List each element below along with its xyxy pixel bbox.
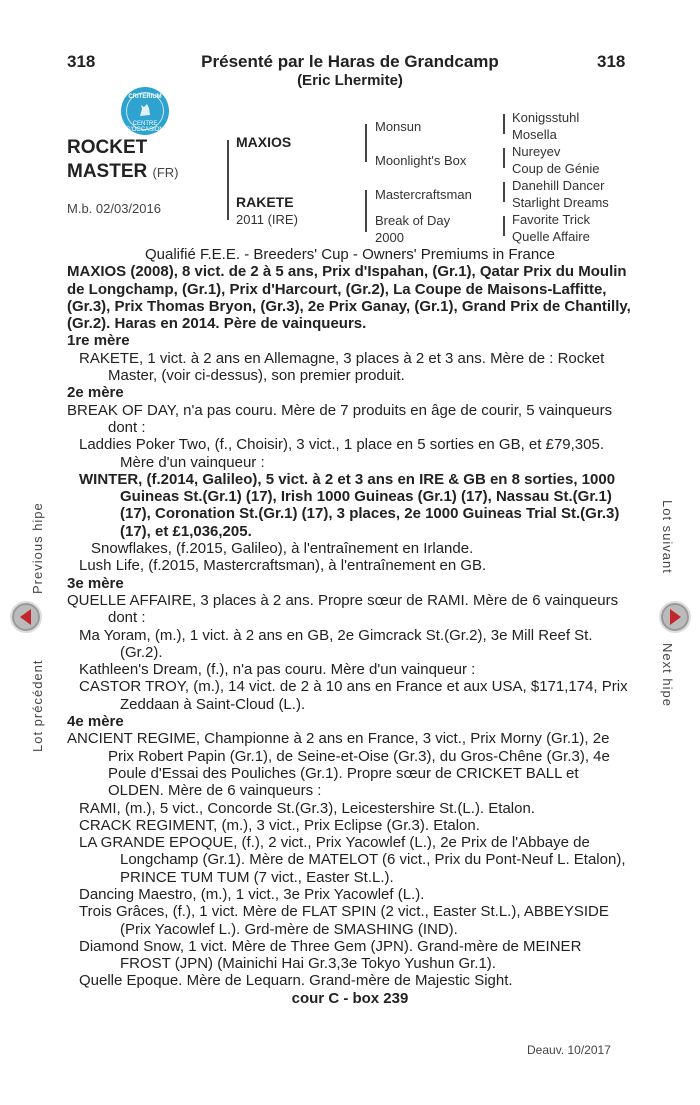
horse-name-line1: ROCKET bbox=[67, 137, 148, 158]
pedigree-bracket-sire bbox=[365, 124, 367, 162]
pedigree-ds: Mastercraftsman bbox=[375, 187, 472, 202]
pedigree-sdd: Coup de Génie bbox=[512, 161, 600, 176]
fourth-dam-produce: Dancing Maestro, (m.), 1 vict., 3e Prix Yacowlef (L.). bbox=[79, 885, 425, 903]
fourth-dam-produce: CRACK REGIMENT, (m.), 3 vict., Prix Eclipse (Gr.3). Etalon. bbox=[79, 816, 480, 834]
page-title bbox=[160, 52, 540, 89]
pedigree-sire: MAXIOS bbox=[236, 134, 292, 150]
horse-head-icon bbox=[138, 103, 152, 117]
first-dam-text: RAKETE, 1 vict. à 2 ans en Allemagne, 3 places à 2 et 3 ans. Mère de : Rocket Master, (voir ci-dessus), son premier produit. bbox=[79, 349, 605, 385]
sale-reference: Deauv. 10/2017 bbox=[527, 1043, 611, 1057]
second-dam-grandproduce: WINTER, (f.2014, Galileo), 5 vict. à 2 et 3 ans en IRE & GB en 8 sorties, 1000 Guineas St.(Gr.1) (17), Irish 1000 Guineas (Gr.1) (17), Nassau St.(Gr.1) (17), Coronation St.(Gr.1) (17), 3 places, 2e 1000 Guineas Trial St.(Gr.3) (17), et £1,036,205. bbox=[79, 470, 620, 540]
pedigree-bracket-1 bbox=[503, 114, 505, 134]
pedigree-bracket-main bbox=[227, 140, 229, 220]
fourth-dam-line: ANCIENT REGIME, Championne à 2 ans en France, 3 vict., Prix Morny (Gr.1), 2e Prix Robert Papin (Gr.1), de Seine-et-Oise (Gr.3), du Gros-Chêne (Gr.3), 4e Poule d'Essai des Pouliches (Gr.1). Propre sœur de CRICKET BALL et OLDEN. Mère de 6 vainqueurs : bbox=[67, 730, 610, 800]
pedigree-dd-year: 2000 bbox=[375, 230, 404, 245]
horse-name-line2: MASTER bbox=[67, 161, 148, 182]
second-dam-produce: Laddies Poker Two, (f., Choisir), 3 vict., 1 place en 5 sorties en GB, et £79,305. Mère d'un vainqueur : bbox=[79, 436, 604, 471]
pedigree-dam-info: 2011 (IRE) bbox=[236, 212, 298, 227]
third-dam-produce: Ma Yoram, (m.), 1 vict. à 2 ans en GB, 2e Gimcrack St.(Gr.2), 3e Mill Reef St.(Gr.2). bbox=[79, 626, 593, 661]
next-lot-button[interactable] bbox=[659, 601, 691, 633]
pedigree-sd: Moonlight's Box bbox=[375, 153, 467, 168]
third-dam-line: QUELLE AFFAIRE, 3 places à 2 ans. Propre sœur de RAMI. Mère de 6 vainqueurs dont : bbox=[67, 591, 619, 627]
pedigree-dd: Break of Day bbox=[375, 213, 451, 228]
badge-bottom-text: CENTRE D'OCCASION bbox=[126, 121, 164, 133]
second-dam-produce: Lush Life, (f.2015, Mastercraftsman), à l'entraînement en GB. bbox=[79, 557, 487, 575]
section-first-dam: 1re mère bbox=[67, 332, 130, 350]
pedigree-ddd: Quelle Affaire bbox=[512, 229, 590, 244]
pedigree-ss: Monsun bbox=[375, 119, 422, 134]
pedigree-bracket-dam bbox=[365, 190, 367, 232]
second-dam-produce: Snowflakes, (f.2015, Galileo), à l'entraînement en Irlande. bbox=[91, 540, 474, 558]
pedigree-ssd: Mosella bbox=[512, 127, 557, 142]
presenter-subtitle: (Eric Lhermite) bbox=[297, 72, 403, 89]
previous-hipe-label[interactable]: Previous hipe bbox=[30, 502, 45, 594]
next-hipe-label[interactable]: Next hipe bbox=[660, 643, 675, 707]
section-fourth-dam: 4e mère bbox=[67, 713, 124, 731]
previous-lot-button[interactable] bbox=[10, 601, 42, 633]
section-second-dam: 2e mère bbox=[67, 384, 124, 402]
lot-precedent-label[interactable]: Lot précédent bbox=[30, 659, 45, 752]
badge-top-text: CRITERIUM bbox=[128, 94, 162, 100]
pedigree-bracket-3 bbox=[503, 182, 505, 202]
stable-location: cour C - box 239 bbox=[291, 989, 409, 1007]
horse-name bbox=[67, 136, 179, 185]
pedigree-sss: Konigsstuhl bbox=[512, 110, 580, 125]
birth-info: M.b. 02/03/2016 bbox=[67, 201, 161, 216]
lot-number-left: 318 bbox=[67, 52, 96, 71]
catalogue-body bbox=[67, 246, 633, 1007]
horse-country: (FR) bbox=[152, 165, 179, 180]
criterium-badge-icon bbox=[121, 87, 169, 135]
fourth-dam-produce: Quelle Epoque. Mère de Lequarn. Grand-mère de Majestic Sight. bbox=[79, 972, 513, 990]
fourth-dam-produce: Diamond Snow, 1 vict. Mère de Three Gem (JPN). Grand-mère de MEINER FROST (JPN) (Mainichi Hai Gr.3,3e Tokyo Yushun Gr.1). bbox=[79, 937, 582, 973]
pedigree-sds: Nureyev bbox=[512, 144, 561, 159]
fourth-dam-produce: LA GRANDE EPOQUE, (f.), 2 vict., Prix Yacowlef (L.), 2e Prix de l'Abbaye de Longchamp (Gr.1). Mère de MATELOT (6 vict., Prix du Pont-Neuf L. Etalon), PRINCE TUM TUM (7 vict., Easter St.L.). bbox=[79, 834, 626, 886]
third-dam-grandproduce: CASTOR TROY, (m.), 14 vict. de 2 à 10 ans en France et aux USA, $171,174, Prix Zeddaan à Saint-Cloud (L.). bbox=[79, 678, 628, 713]
pedigree-dam: RAKETE bbox=[236, 194, 294, 210]
pedigree-bracket-4 bbox=[503, 216, 505, 236]
pedigree-bracket-2 bbox=[503, 148, 505, 168]
section-third-dam: 3e mère bbox=[67, 574, 124, 592]
fourth-dam-produce: Trois Grâces, (f.), 1 vict. Mère de FLAT SPIN (2 vict., Easter St.L.), ABBEYSIDE (Prix Yacowlef L.). Grd-mère de SMASHING (IND). bbox=[79, 903, 609, 938]
presenter-title: Présenté par le Haras de Grandcamp bbox=[201, 52, 499, 71]
lot-number-right: 318 bbox=[597, 52, 626, 71]
third-dam-produce: Kathleen's Dream, (f.), n'a pas couru. Mère d'un vainqueur : bbox=[79, 661, 476, 679]
sire-summary: MAXIOS (2008), 8 vict. de 2 à 5 ans, Prix d'Ispahan, (Gr.1), Qatar Prix du Moulin de Longchamp, (Gr.1), Prix d'Harcourt, (Gr.2), La Coupe de Maisons-Laffitte, (Gr.3), Prix Thomas Bryon, (Gr.3), 2e Prix Ganay, (Gr.1), Grand Prix de Chantilly, (Gr.2). Haras en 2014. Père de vainqueurs. bbox=[67, 263, 631, 333]
pedigree-dsd: Starlight Dreams bbox=[512, 195, 609, 210]
qualification-line: Qualifié F.E.E. - Breeders' Cup - Owners' Premiums in France bbox=[144, 246, 556, 263]
arrow-right-icon bbox=[667, 608, 683, 626]
pedigree-dss: Danehill Dancer bbox=[512, 178, 605, 193]
fourth-dam-produce: RAMI, (m.), 5 vict., Concorde St.(Gr.3), Leicestershire St.(L.). Etalon. bbox=[79, 799, 535, 817]
lot-suivant-label[interactable]: Lot suivant bbox=[660, 500, 675, 574]
second-dam-line: BREAK OF DAY, n'a pas couru. Mère de 7 produits en âge de courir, 5 vainqueurs dont : bbox=[67, 401, 613, 436]
arrow-left-icon bbox=[18, 608, 34, 626]
pedigree-dds: Favorite Trick bbox=[512, 212, 591, 227]
